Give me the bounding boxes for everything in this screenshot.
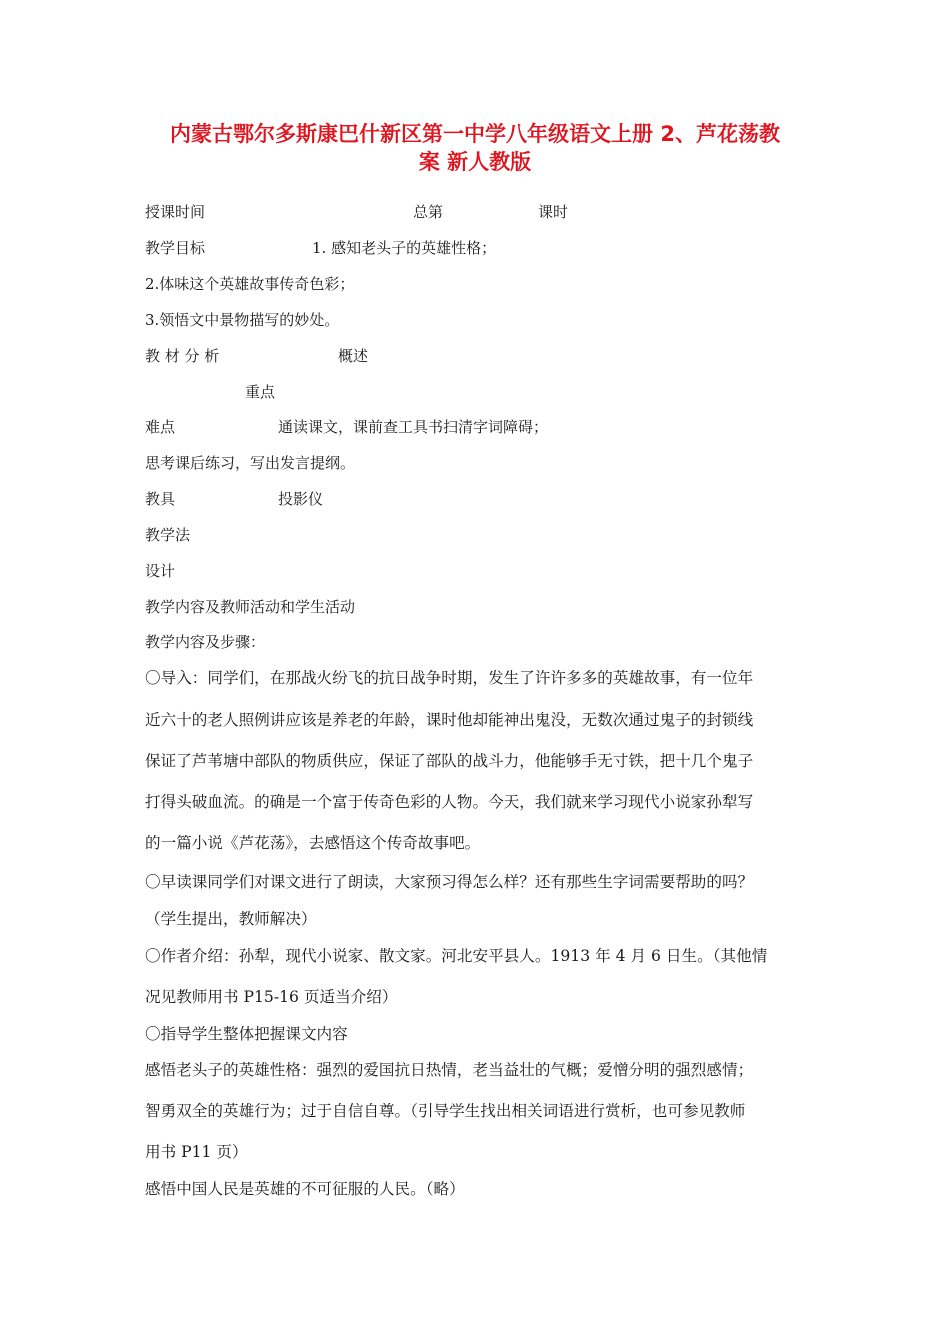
intro-line-2: 近六十的老人照例讲应该是养老的年龄，课时他却能神出鬼没，无数次通过鬼子的封锁线	[145, 711, 754, 729]
overview-label: 概述	[338, 347, 369, 365]
practice-text: 思考课后练习，写出发言提纲。	[145, 454, 356, 472]
guide-line-3: 智勇双全的英雄行为；过于自信自尊。（引导学生找出相关词语进行赏析，也可参见教师	[145, 1102, 746, 1120]
intro-line-3: 保证了芦苇塘中部队的物质供应，保证了部队的战斗力，他能够手无寸铁，把十几个鬼子	[145, 752, 754, 770]
difficulty-text: 通读课文，课前查工具书扫清字词障碍；	[278, 418, 549, 436]
method-label: 教学法	[145, 526, 191, 544]
time-label: 授课时间	[145, 203, 206, 221]
content-heading: 教学内容及教师活动和学生活动	[145, 598, 356, 616]
goal-item-3: 3.领悟文中景物描写的妙处。	[145, 311, 340, 329]
total-label: 总第	[413, 203, 444, 221]
goal-item-2: 2.体味这个英雄故事传奇色彩；	[145, 275, 355, 293]
document-title	[140, 120, 810, 176]
tools-value: 投影仪	[278, 490, 324, 508]
design-label: 设计	[145, 562, 176, 580]
lesson-label: 课时	[538, 203, 569, 221]
goals-label: 教学目标	[145, 239, 206, 257]
author-line-1: 〇作者介绍：孙犁，现代小说家、散文家。河北安平县人。1913 年 4 月 6 日生。（其他情	[145, 947, 768, 965]
guide-line-5: 感悟中国人民是英雄的不可征服的人民。（略）	[145, 1180, 465, 1198]
analysis-label: 教 材 分 析	[145, 347, 220, 365]
preread-line-2: （学生提出，教师解决）	[145, 910, 317, 928]
intro-line-1: 〇导入：同学们，在那战火纷飞的抗日战争时期，发生了许许多多的英雄故事，有一位年	[145, 669, 754, 687]
intro-line-5: 的一篇小说《芦花荡》，去感悟这个传奇故事吧。	[145, 834, 481, 852]
tools-label: 教具	[145, 490, 176, 508]
preread-line-1: 〇早读课同学们对课文进行了朗读，大家预习得怎么样？还有那些生字词需要帮助的吗？	[145, 873, 754, 891]
steps-heading: 教学内容及步骤：	[145, 633, 266, 651]
title-line-2: 案 新人教版	[418, 150, 532, 174]
focus-label: 重点	[245, 383, 276, 401]
guide-line-2: 感悟老头子的英雄性格：强烈的爱国抗日热情，老当益壮的气概；爱憎分明的强烈感情；	[145, 1061, 754, 1079]
difficulty-label: 难点	[145, 418, 176, 436]
author-line-2: 况见教师用书 P15-16 页适当介绍）	[145, 988, 398, 1006]
goal-item-1: 1. 感知老头子的英雄性格；	[312, 239, 497, 257]
guide-line-1: 〇指导学生整体把握课文内容	[145, 1025, 348, 1043]
title-line-1: 内蒙古鄂尔多斯康巴什新区第一中学八年级语文上册 2、芦花荡教	[170, 122, 780, 146]
guide-line-4: 用书 P11 页）	[145, 1143, 248, 1161]
intro-line-4: 打得头破血流。的确是一个富于传奇色彩的人物。今天，我们就来学习现代小说家孙犁写	[145, 793, 754, 811]
